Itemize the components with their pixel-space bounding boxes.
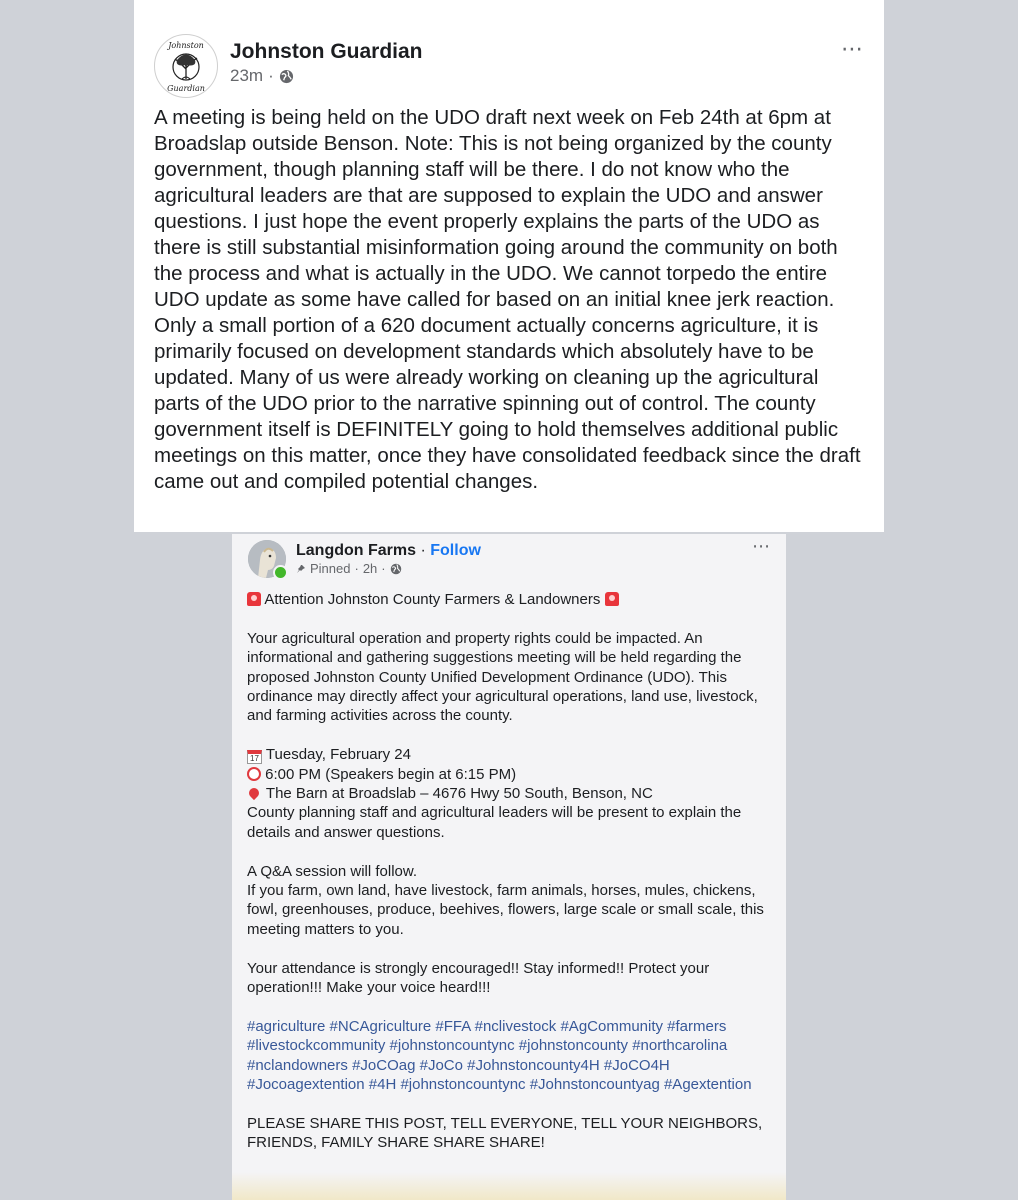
share-paragraph: PLEASE SHARE THIS POST, TELL EVERYONE, TELL YOUR NEIGHBORS, FRIENDS, FAMILY SHARE SHARE SHARE! [247, 1114, 763, 1152]
meta-separator: · [268, 66, 274, 85]
header-separator: · [420, 542, 426, 559]
tree-logo-icon [155, 35, 217, 97]
event-date: Tuesday, February 24 [265, 746, 411, 764]
langdon-post-card [232, 534, 786, 1200]
pinned-label: Pinned [310, 561, 351, 576]
langdon-avatar[interactable] [248, 540, 286, 578]
online-status-dot [273, 565, 288, 580]
langdon-time[interactable]: 2h [362, 561, 378, 576]
post-body: A meeting is being held on the UDO draft next week on Feb 24th at 6pm at Broadslap outside Benson. Note: This is not being organized by the county government, though planning staff will be there. I do not know who the agricultural leaders are that are supposed to explain the UDO and answer questions. I just hope the event properly explains the parts of the UDO as there is still substantial misinformation going around the community on both the process and what is actually in the UDO. We cannot torpedo the entire UDO update as some have called for based on an initial knee jerk reaction. Only a small portion of a 620 document actually concerns agriculture, it is primarily focused on development standards which absolutely have to be updated. Many of us were already working on cleaning up the agricultural parts of the UDO prior to the narrative spinning out of control. The county government itself is DEFINITELY going to hold themselves additional public meetings on this matter, once they have consolidated feedback since the draft came out and compiled potential changes. [154, 106, 861, 493]
headline: Attention Johnston County Farmers & Landowners [264, 591, 601, 608]
post-time[interactable]: 23m [230, 66, 264, 85]
qa-section [247, 862, 777, 940]
langdon-meta [296, 561, 402, 576]
siren-icon [247, 592, 261, 606]
langdon-header [296, 542, 481, 560]
avatar-text-bottom: Guardian [167, 84, 205, 93]
location-pin-icon [247, 786, 261, 800]
time-row [247, 765, 777, 784]
intro-paragraph: Your agricultural operation and property rights could be impacted. An informational and gathering suggestions meeting will be held regarding the proposed Johnston County Unified Development Ordinance (UDO). This ordinance may directly affect your agricultural operations, land use, livestock, and farming activities across the county. [247, 629, 758, 725]
siren-icon [605, 592, 619, 606]
avatar-text-top: Johnston [168, 41, 204, 50]
qa-line: A Q&A session will follow. [247, 862, 418, 880]
hashtags[interactable]: #agriculture #NCAgriculture #FFA #nclivestock #AgCommunity #farmers #livestockcommunity #johnstoncountync #johnstoncounty #northcarolina #nclandowners #JoCOag #JoCo #Johnstoncounty4H #JoCO4H #Jocoagextention #4H #johnstoncountync #Johnstoncountyag #Agextention [247, 1017, 752, 1094]
langdon-post-body [247, 590, 777, 1172]
meta-separator: · [381, 561, 386, 576]
follow-button[interactable]: Follow [430, 542, 481, 559]
alarm-clock-icon [247, 767, 261, 781]
event-time: 6:00 PM (Speakers begin at 6:15 PM) [265, 765, 517, 783]
staff-note: County planning staff and agricultural leaders will be present to explain the details and answer questions. [247, 804, 742, 841]
globe-icon [279, 69, 294, 84]
pin-icon [296, 564, 306, 574]
date-row [247, 745, 777, 764]
post-options-icon[interactable]: ⋯ [841, 36, 864, 61]
event-details [247, 745, 777, 842]
bottom-fade [232, 1172, 786, 1200]
post-author[interactable]: Johnston Guardian [230, 40, 423, 63]
guardian-post-card [134, 0, 884, 532]
langdon-author[interactable]: Langdon Farms [296, 542, 417, 559]
post-meta [230, 66, 294, 86]
calendar-icon: 17 [247, 750, 262, 764]
qa-paragraph: If you farm, own land, have livestock, farm animals, horses, mules, chickens, fowl, greenhouses, produce, beehives, flowers, large scale or small scale, this meeting matters to you. [247, 882, 764, 938]
attendance-paragraph: Your attendance is strongly encouraged!! Stay informed!! Protect your operation!!! Make your voice heard!!! [247, 959, 710, 997]
guardian-avatar[interactable] [154, 34, 218, 98]
headline-line [247, 590, 777, 609]
event-location: The Barn at Broadslab – 4676 Hwy 50 South, Benson, NC [265, 785, 653, 803]
meta-separator: · [354, 561, 359, 576]
location-row [247, 784, 777, 803]
globe-icon [390, 563, 402, 575]
langdon-options-icon[interactable]: ⋯ [752, 536, 770, 556]
